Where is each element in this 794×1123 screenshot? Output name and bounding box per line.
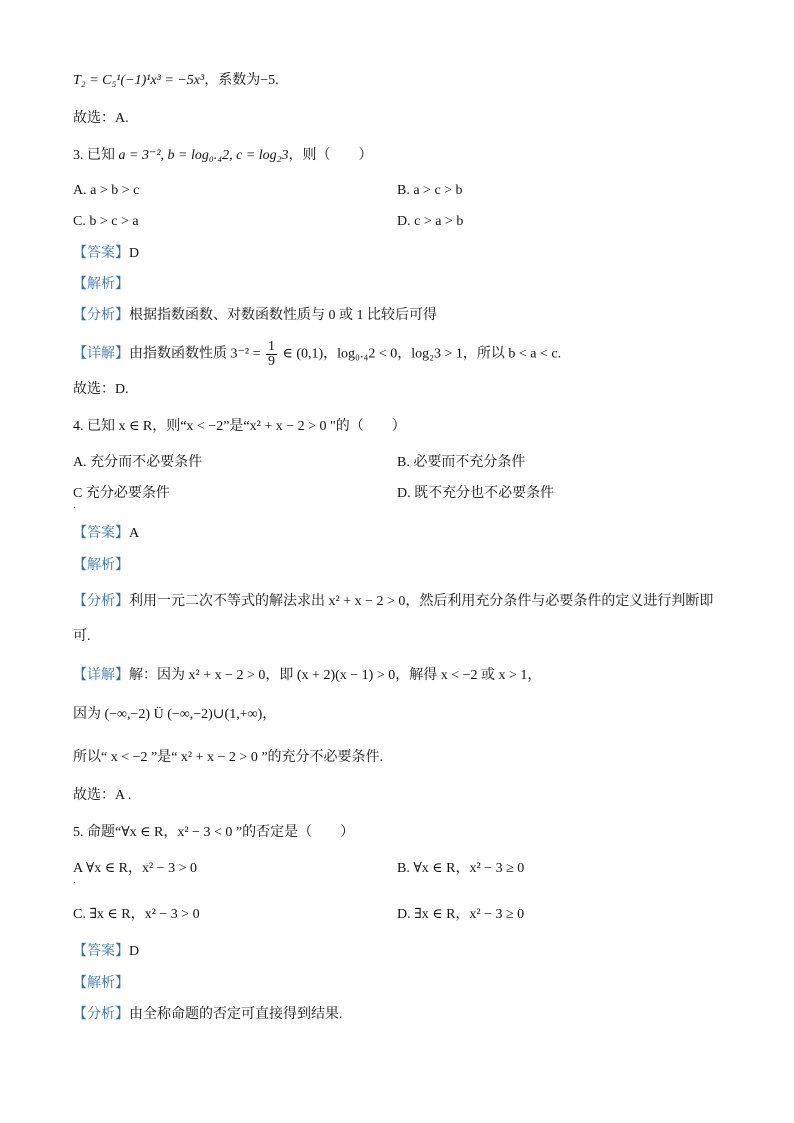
q4-fenxi-text: 利用一元二次不等式的解法求出 x² + x − 2 > 0，然后利用充分条件与必要条件的定义进行判断即: [129, 594, 714, 609]
fraction-numerator: 1: [267, 339, 275, 354]
q3-jiexi-tag: 【解析】: [73, 277, 129, 292]
q4-option-b: B. 必要而不充分条件: [397, 455, 526, 470]
fraction-denominator: 9: [267, 354, 275, 369]
q3-xiangjie-tag: 【详解】: [73, 346, 129, 362]
q4-jiexi-tag: 【解析】: [73, 558, 129, 573]
q5-answer-tag: 【答案】: [73, 944, 129, 959]
q3-xiangjie-post: ∈ (0,1)，log₀.₄2 < 0，log₂3 > 1，所以 b < a < c.: [282, 346, 562, 362]
q5-answer: [73, 942, 139, 962]
q4-fenxi-tag: 【分析】: [73, 594, 129, 609]
q3-fenxi: [73, 306, 437, 326]
q5-fenxi: [73, 1005, 343, 1025]
q3-fenxi-text: 根据指数函数、对数函数性质与 0 或 1 比较后可得: [129, 308, 437, 323]
line-t2: [73, 71, 279, 91]
q4-xiangjie-line2: 因为 (−∞,−2) Ü (−∞,−2)∪(1,+∞)，: [73, 707, 277, 722]
q4-answer-value: A: [129, 526, 140, 541]
q3-answer-value: D: [129, 246, 140, 261]
q5-stem: 5. 命题“∀x ∈ R，x² − 3 < 0 ”的否定是（ ）: [73, 825, 355, 840]
q5-option-b: B. ∀x ∈ R，x² − 3 ≥ 0: [397, 861, 525, 876]
q4-xiangjie-line3: 所以“ x < −2 ”是“ x² + x − 2 > 0 ”的充分不必要条件.: [73, 750, 384, 765]
q4-end: 故选：A .: [73, 788, 132, 803]
q4-option-c-dot: .: [73, 497, 76, 511]
q3-option-d: D. c > a > b: [397, 214, 464, 229]
q4-answer-tag: 【答案】: [73, 526, 129, 541]
q3-option-a: A. a > b > c: [73, 183, 140, 198]
q3-stem: [73, 146, 373, 166]
q4-fenxi: [73, 592, 713, 612]
q5-jiexi-tag: 【解析】: [73, 976, 129, 991]
q5-option-c: C. ∃x ∈ R，x² − 3 > 0: [73, 907, 200, 922]
q5-option-d: D. ∃x ∈ R，x² − 3 ≥ 0: [397, 907, 525, 922]
q3-option-b: B. a > c > b: [397, 183, 463, 198]
q5-fenxi-tag: 【分析】: [73, 1007, 129, 1022]
fraction-one-ninth: [266, 340, 277, 369]
q3-stem-suffix: ，则（ ）: [288, 148, 373, 163]
q4-stem: 4. 已知 x ∈ R，则“x < −2”是“x² + x − 2 > 0 "的（ ）: [73, 419, 406, 434]
q4-fenxi-continued: 可.: [73, 629, 91, 644]
q3-stem-prefix: 3. 已知: [73, 148, 115, 163]
q5-fenxi-text: 由全称命题的否定可直接得到结果.: [129, 1007, 343, 1022]
t2-coefficient-text: ，系数为−5.: [204, 73, 279, 88]
q3-xiangjie-pre: 由指数函数性质 3⁻² =: [129, 346, 261, 362]
q3-xiangjie: [73, 340, 561, 369]
q3-fenxi-tag: 【分析】: [73, 308, 129, 323]
q4-xiangjie: [73, 666, 541, 686]
t2-formula: T₂ = C₅¹(−1)¹x³ = −5x³: [73, 73, 205, 88]
q3-answer-tag: 【答案】: [73, 246, 129, 261]
choice-line-a: 故选：A.: [73, 111, 129, 126]
q5-option-a-dot: .: [73, 872, 76, 886]
q4-option-c: C 充分必要条件: [73, 486, 170, 501]
q3-end: 故选：D.: [73, 382, 129, 397]
q3-stem-math: a = 3⁻², b = log₀.₄2, c = log₂3: [118, 148, 289, 163]
q3-option-c: C. b > c > a: [73, 214, 139, 229]
q5-option-a: A ∀x ∈ R，x² − 3 > 0: [73, 861, 197, 876]
q4-option-a: A. 充分而不必要条件: [73, 455, 203, 470]
q4-xiangjie-line1: 解：因为 x² + x − 2 > 0，即 (x + 2)(x − 1) > 0，解得 x < −2 或 x > 1，: [129, 668, 542, 683]
q3-answer: [73, 244, 139, 264]
q4-answer: [73, 524, 139, 544]
q5-answer-value: D: [129, 944, 140, 959]
q4-xiangjie-tag: 【详解】: [73, 668, 129, 683]
q4-option-d: D. 既不充分也不必要条件: [397, 486, 555, 501]
